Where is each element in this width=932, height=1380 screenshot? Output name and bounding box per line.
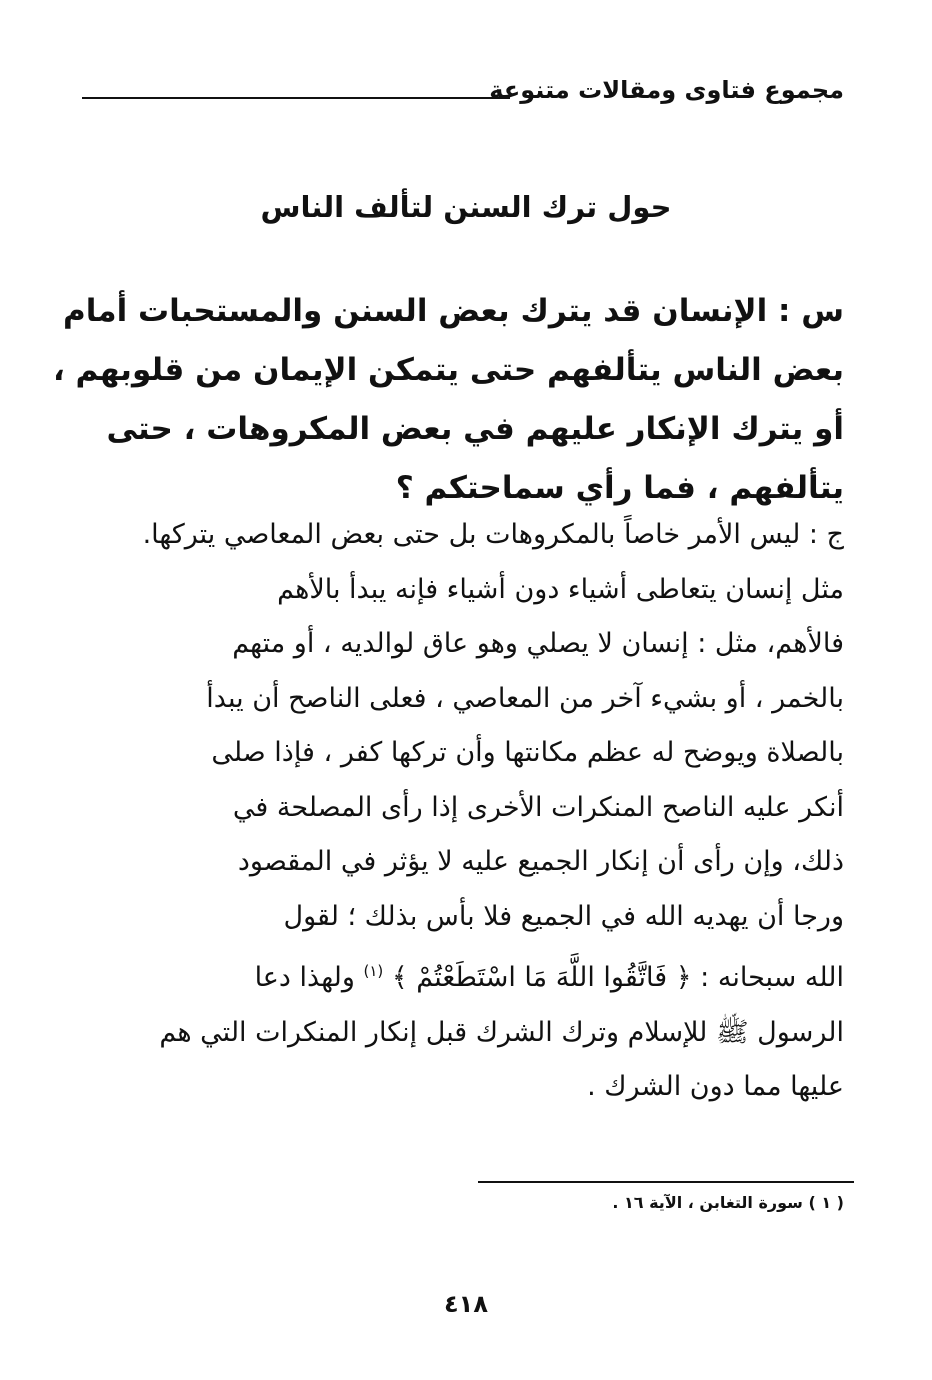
- header-rule: [82, 97, 510, 99]
- answer-line: ذلك، وإن رأى أن إنكار الجميع عليه لا يؤثر في المقصود: [237, 846, 844, 877]
- answer-line: عليها مما دون الشرك .: [587, 1071, 844, 1102]
- question-line: س : الإنسان قد يترك بعض السنن والمستحبات أمام: [63, 293, 844, 329]
- answer-line: الرسول ﷺ للإسلام وترك الشرك قبل إنكار المنكرات التي هم: [159, 1016, 844, 1048]
- verse-followup-text: ولهذا دعا: [254, 962, 355, 993]
- footnote-text: ( ١ ) سورة التغابن ، الآية ١٦ .: [612, 1193, 844, 1212]
- answer-line: مثل إنسان يتعاطى أشياء دون أشياء فإنه يبدأ بالأهم: [277, 573, 844, 605]
- verse-intro-text: الله سبحانه :: [700, 962, 844, 993]
- answer-paragraph: [82, 508, 844, 1115]
- answer-line: ج : ليس الأمر خاصاً بالمكروهات بل حتى بعض المعاصي يتركها.: [142, 519, 844, 550]
- running-header-title: مجموع فتاوى ومقالات متنوعة: [489, 76, 844, 104]
- answer-line: ورجا أن يهديه الله في الجميع فلا بأس بذلك ؛ لقول: [283, 900, 844, 932]
- question-line: أو يترك الإنكار عليهم في بعض المكروهات ، حتى: [106, 411, 844, 447]
- article-title: حول ترك السنن لتألف الناس: [260, 190, 672, 224]
- answer-line: بالخمر ، أو بشيء آخر من المعاصي ، فعلى الناصح أن يبدأ: [206, 682, 844, 714]
- question-line: بعض الناس يتألفهم حتى يتمكن الإيمان من قلوبهم ،: [52, 352, 844, 388]
- question-line: يتألفهم ، فما رأي سماحتكم ؟: [395, 470, 844, 506]
- answer-line: فالأهم، مثل : إنسان لا يصلي وهو عاق لوالديه ، أو متهم: [232, 628, 844, 659]
- answer-line: بالصلاة ويوضح له عظم مكانتها وأن تركها كفر ، فإذا صلى: [211, 737, 844, 768]
- answer-line: أنكر عليه الناصح المنكرات الأخرى إذا رأى المصلحة في: [232, 791, 844, 823]
- question-paragraph: [52, 282, 844, 518]
- verse-line: [82, 944, 844, 1006]
- quran-verse: ﴿ فَاتَّقُوا اللَّهَ مَا اسْتَطَعْتُمْ ﴾: [391, 962, 692, 993]
- page-number: ٤١٨: [444, 1290, 488, 1318]
- footnote-reference-marker[interactable]: (١): [363, 962, 384, 980]
- footnote-rule: [478, 1181, 854, 1183]
